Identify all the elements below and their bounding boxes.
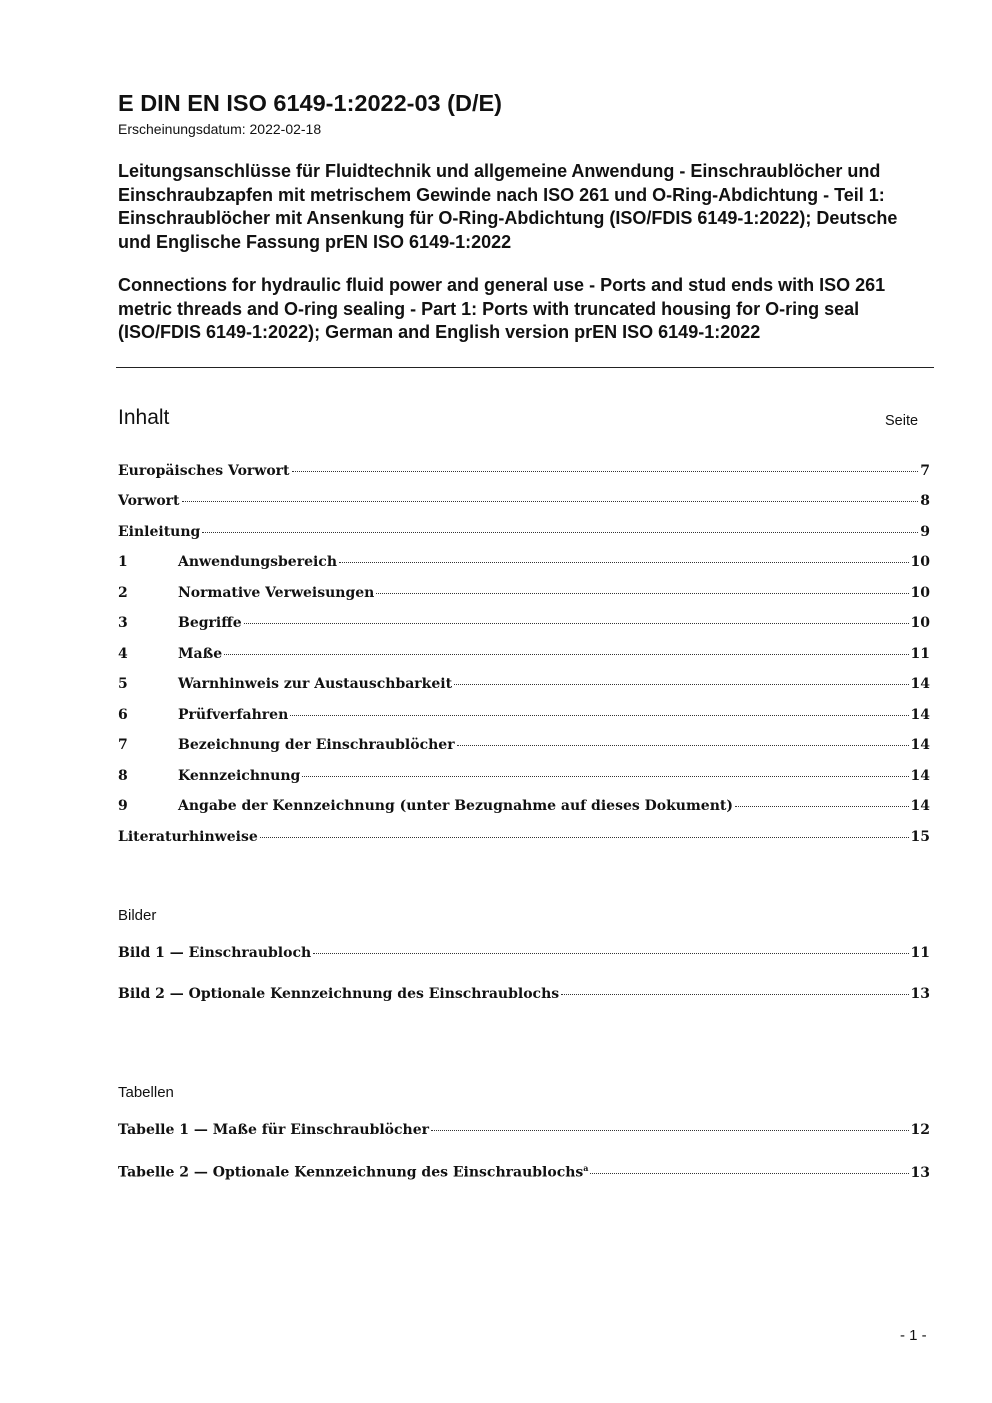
dot-leader bbox=[454, 684, 908, 685]
figure-entry-1[interactable] bbox=[118, 945, 930, 965]
dot-leader bbox=[224, 654, 908, 655]
toc-entry-3[interactable] bbox=[118, 615, 930, 635]
toc-entry-2[interactable] bbox=[118, 585, 930, 605]
toc-entry-page: 10 bbox=[910, 554, 930, 570]
table-entry-1[interactable] bbox=[118, 1122, 930, 1142]
dot-leader bbox=[376, 593, 908, 594]
toc-entry-page: 14 bbox=[910, 676, 930, 692]
figure-entry-2[interactable] bbox=[118, 986, 930, 1006]
toc-entry-text: Anwendungsbereich bbox=[178, 554, 337, 570]
title-english: Connections for hydraulic fluid power and general use - Ports and stud ends with ISO 261 metric threads and O-ring sealing - Part 1: Ports with truncated housing for O-ring seal (ISO/FDIS 6149-1:2022); German and English version prEN ISO 6149-1:2022 bbox=[118, 275, 886, 342]
dot-leader bbox=[735, 806, 909, 807]
table-entry-page: 12 bbox=[910, 1122, 930, 1138]
toc-entry-number: 1 bbox=[118, 554, 128, 570]
dot-leader bbox=[244, 623, 909, 624]
toc-entry-number: 6 bbox=[118, 707, 128, 723]
figure-entry-page: 13 bbox=[910, 986, 930, 1002]
figure-entry-text: Bild 2 — Optionale Kennzeichnung des Einschraublochs bbox=[118, 986, 560, 1002]
toc-entry-7[interactable] bbox=[118, 737, 930, 757]
toc-entry-literaturhinweise[interactable] bbox=[118, 829, 930, 849]
toc-entry-number: 5 bbox=[118, 676, 128, 692]
dot-leader bbox=[202, 532, 918, 533]
table-entry-text: Tabelle 1 — Maße für Einschraublöcher bbox=[118, 1122, 430, 1138]
toc-entry-4[interactable] bbox=[118, 646, 930, 666]
figures-heading: Bilder bbox=[118, 907, 157, 924]
toc-entry-text: Bezeichnung der Einschraublöcher bbox=[178, 737, 455, 753]
toc-entry-text: Europäisches Vorwort bbox=[118, 463, 290, 479]
dot-leader bbox=[292, 471, 919, 472]
toc-entry-text: Begriffe bbox=[178, 615, 242, 631]
dot-leader bbox=[302, 776, 908, 777]
dot-leader bbox=[457, 745, 909, 746]
toc-entry-text: Einleitung bbox=[118, 524, 201, 540]
toc-entry-text: Warnhinweis zur Austauschbarkeit bbox=[178, 676, 453, 692]
table-entry-2[interactable] bbox=[118, 1163, 930, 1183]
toc-entry-page: 10 bbox=[910, 615, 930, 631]
toc-entry-page: 14 bbox=[910, 737, 930, 753]
toc-entry-page: 15 bbox=[910, 829, 930, 845]
toc-entry-number: 8 bbox=[118, 768, 128, 784]
toc-entry-page: 8 bbox=[920, 493, 930, 509]
toc-entry-8[interactable] bbox=[118, 768, 930, 788]
table-entry-text-main: Tabelle 2 — Optionale Kennzeichnung des Einschraublochs bbox=[118, 1164, 584, 1181]
toc-entry-1[interactable] bbox=[118, 554, 930, 574]
dot-leader bbox=[431, 1130, 909, 1131]
toc-entry-number: 4 bbox=[118, 646, 128, 662]
toc-entry-text: Angabe der Kennzeichnung (unter Bezugnahme auf dieses Dokument) bbox=[178, 798, 733, 814]
toc-entry-9[interactable] bbox=[118, 798, 930, 818]
toc-entry-number: 3 bbox=[118, 615, 128, 631]
toc-entry-page: 10 bbox=[910, 585, 930, 601]
toc-entry-text: Prüfverfahren bbox=[178, 707, 289, 723]
dot-leader bbox=[561, 994, 908, 995]
publication-date: Erscheinungsdatum: 2022-02-18 bbox=[118, 121, 322, 137]
table-entry-text bbox=[118, 1163, 588, 1181]
toc-entry-number: 7 bbox=[118, 737, 128, 753]
figure-entry-text: Bild 1 — Einschraubloch bbox=[118, 945, 312, 961]
dot-leader bbox=[290, 715, 908, 716]
toc-entry-einleitung[interactable] bbox=[118, 524, 930, 544]
toc-entry-page: 11 bbox=[910, 646, 930, 662]
dot-leader bbox=[590, 1173, 908, 1174]
header-divider bbox=[116, 367, 934, 368]
footnote-marker: a bbox=[583, 1163, 589, 1173]
dot-leader bbox=[339, 562, 909, 563]
toc-entry-page: 9 bbox=[920, 524, 930, 540]
toc-entry-page: 14 bbox=[910, 707, 930, 723]
page-number: - 1 - bbox=[900, 1327, 927, 1344]
toc-entry-text: Vorwort bbox=[118, 493, 180, 509]
toc-entry-text: Kennzeichnung bbox=[178, 768, 301, 784]
toc-entry-vorwort[interactable] bbox=[118, 493, 930, 513]
tables-heading: Tabellen bbox=[118, 1084, 174, 1101]
toc-entry-page: 14 bbox=[910, 798, 930, 814]
toc-entry-text: Literaturhinweise bbox=[118, 829, 258, 845]
title-german: Leitungsanschlüsse für Fluidtechnik und allgemeine Anwendung - Einschraublöcher und Einschraubzapfen mit metrischem Gewinde nach ISO 261 und O-Ring-Abdichtung - Teil 1: Einschraublöcher mit Ansenkung für O-Ring-Abdichtung (ISO/FDIS 6149-1:2022); Deutsche und Englische Fassung prEN ISO 6149-1:2022 bbox=[118, 161, 898, 252]
toc-entry-number: 9 bbox=[118, 798, 128, 814]
toc-heading: Inhalt bbox=[118, 406, 170, 429]
toc-entry-5[interactable] bbox=[118, 676, 930, 696]
toc-entry-europaeisches-vorwort[interactable] bbox=[118, 463, 930, 483]
toc-page-label: Seite bbox=[885, 413, 919, 429]
table-entry-page: 13 bbox=[910, 1164, 930, 1181]
dot-leader bbox=[260, 837, 909, 838]
toc-entry-page: 14 bbox=[910, 768, 930, 784]
toc-entry-6[interactable] bbox=[118, 707, 930, 727]
figure-entry-page: 11 bbox=[910, 945, 930, 961]
toc-entry-text: Normative Verweisungen bbox=[178, 585, 375, 601]
dot-leader bbox=[313, 953, 908, 954]
toc-entry-page: 7 bbox=[920, 463, 930, 479]
dot-leader bbox=[182, 501, 919, 502]
document-title: E DIN EN ISO 6149-1:2022-03 (D/E) bbox=[118, 90, 502, 116]
toc-entry-number: 2 bbox=[118, 585, 128, 601]
toc-entry-text: Maße bbox=[178, 646, 223, 662]
